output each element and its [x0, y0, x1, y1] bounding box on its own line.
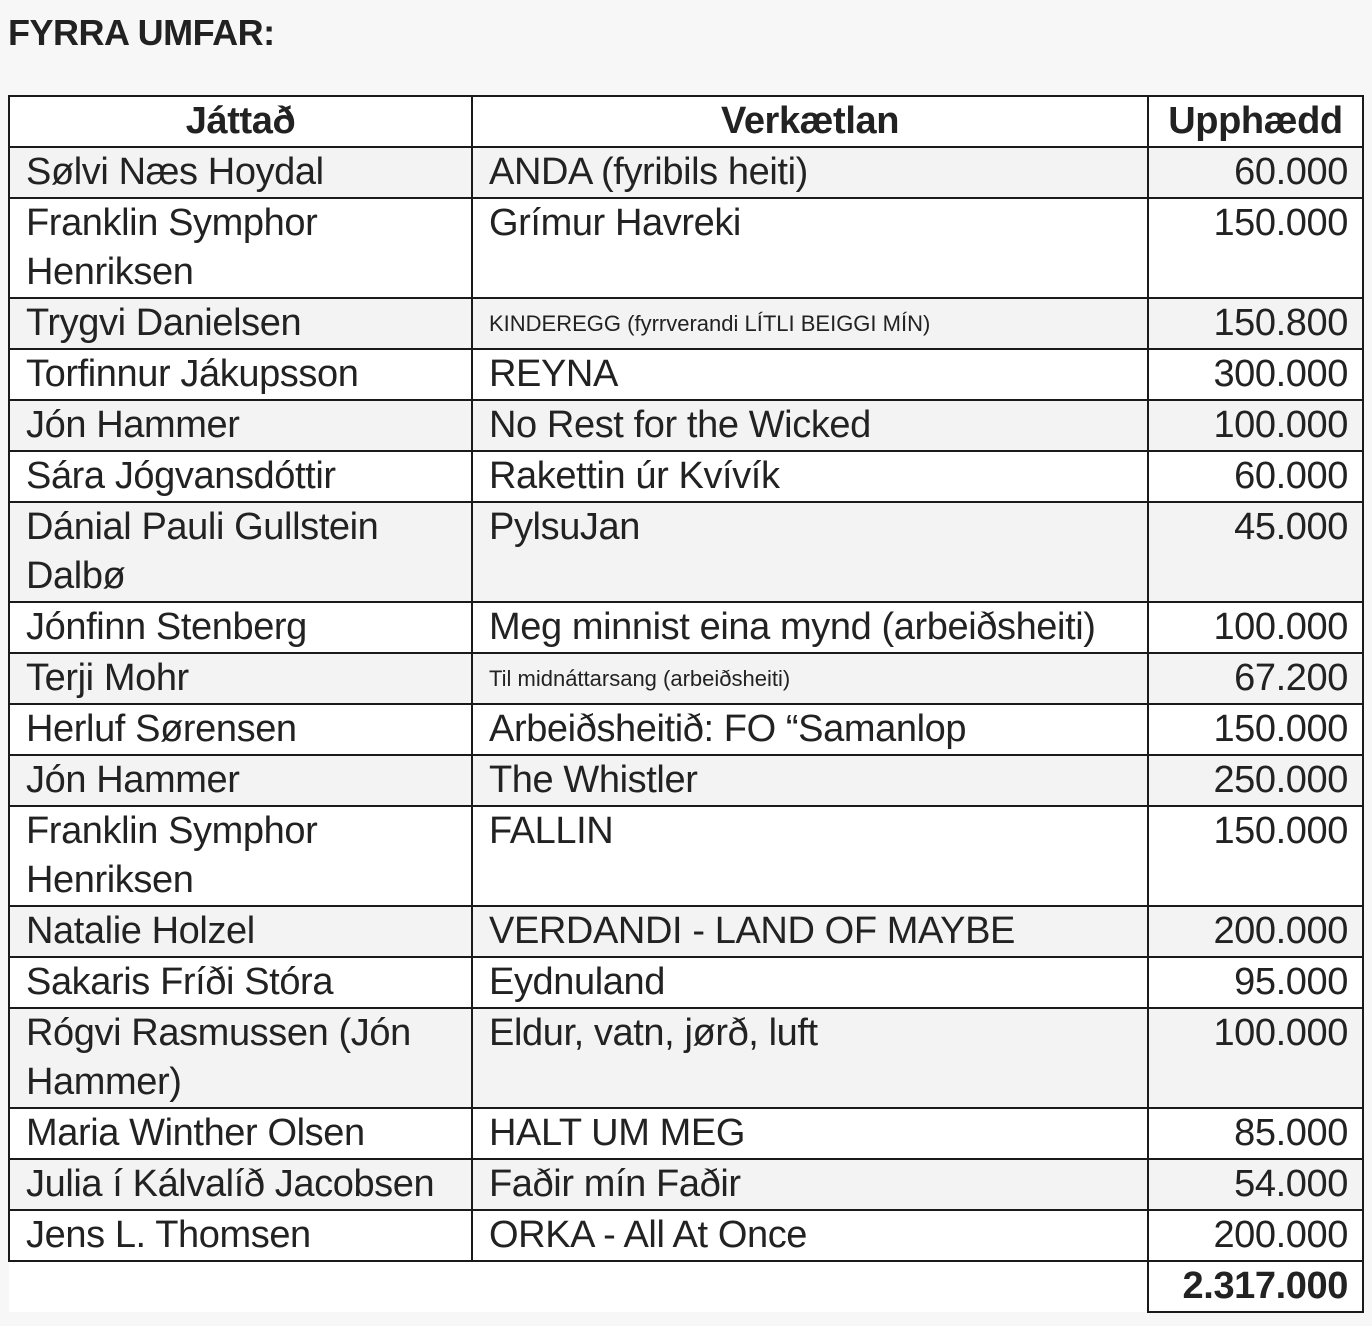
recipient-cell: Sakaris Fríði Stóra	[9, 957, 472, 1008]
recipient-cell: Jens L. Thomsen	[9, 1210, 472, 1261]
recipient-cell: Sølvi Næs Hoydal	[9, 147, 472, 198]
project-cell: Arbeiðsheitið: FO “Samanlop	[472, 704, 1148, 755]
empty-cell	[9, 1261, 472, 1312]
amount-cell: 150.000	[1148, 806, 1363, 906]
section-heading: FYRRA UMFAR:	[8, 12, 275, 53]
recipient-cell: Trygvi Danielsen	[9, 298, 472, 349]
table-header-row	[9, 96, 1363, 147]
column-header-amount: Upphædd	[1148, 96, 1363, 147]
table-row	[9, 1159, 1363, 1210]
total-amount: 2.317.000	[1148, 1261, 1363, 1312]
recipient-cell: Natalie Holzel	[9, 906, 472, 957]
amount-cell: 150.000	[1148, 198, 1363, 298]
recipient-cell: Dánial Pauli Gullstein Dalbø	[9, 502, 472, 602]
table-row	[9, 957, 1363, 1008]
recipient-cell: Herluf Sørensen	[9, 704, 472, 755]
recipient-cell: Julia í Kálvalíð Jacobsen	[9, 1159, 472, 1210]
project-cell: Til midnáttarsang (arbeiðsheiti)	[472, 653, 1148, 704]
project-cell: ANDA (fyribils heiti)	[472, 147, 1148, 198]
recipient-cell: Terji Mohr	[9, 653, 472, 704]
recipient-cell: Rógvi Rasmussen (Jón Hammer)	[9, 1008, 472, 1108]
column-header-project: Verkætlan	[472, 96, 1148, 147]
table-row	[9, 1108, 1363, 1159]
project-cell: Grímur Havreki	[472, 198, 1148, 298]
amount-cell: 300.000	[1148, 349, 1363, 400]
project-cell: ORKA - All At Once	[472, 1210, 1148, 1261]
recipient-cell: Jón Hammer	[9, 755, 472, 806]
table-row	[9, 349, 1363, 400]
column-header-recipient: Játtað	[9, 96, 472, 147]
table-row	[9, 602, 1363, 653]
table-row	[9, 198, 1363, 298]
amount-cell: 150.000	[1148, 704, 1363, 755]
amount-cell: 200.000	[1148, 1210, 1363, 1261]
project-cell: Meg minnist eina mynd (arbeiðsheiti)	[472, 602, 1148, 653]
amount-cell: 60.000	[1148, 451, 1363, 502]
amount-cell: 85.000	[1148, 1108, 1363, 1159]
recipient-cell: Sára Jógvansdóttir	[9, 451, 472, 502]
amount-cell: 200.000	[1148, 906, 1363, 957]
table-row	[9, 806, 1363, 906]
amount-cell: 100.000	[1148, 400, 1363, 451]
amount-cell: 150.800	[1148, 298, 1363, 349]
empty-cell	[472, 1261, 1148, 1312]
amount-cell: 54.000	[1148, 1159, 1363, 1210]
amount-cell: 67.200	[1148, 653, 1363, 704]
table-row	[9, 906, 1363, 957]
recipient-cell: Jón Hammer	[9, 400, 472, 451]
table-row	[9, 502, 1363, 602]
table-row	[9, 653, 1363, 704]
table-row	[9, 704, 1363, 755]
recipient-cell: Franklin Symphor Henriksen	[9, 806, 472, 906]
table-row	[9, 755, 1363, 806]
project-cell: KINDEREGG (fyrrverandi LÍTLI BEIGGI MÍN)	[472, 298, 1148, 349]
project-cell: VERDANDI - LAND OF MAYBE	[472, 906, 1148, 957]
project-cell: No Rest for the Wicked	[472, 400, 1148, 451]
table-row	[9, 298, 1363, 349]
amount-cell: 60.000	[1148, 147, 1363, 198]
table-row	[9, 400, 1363, 451]
project-cell: PylsuJan	[472, 502, 1148, 602]
table-row	[9, 1008, 1363, 1108]
recipient-cell: Maria Winther Olsen	[9, 1108, 472, 1159]
total-row	[9, 1261, 1363, 1312]
project-cell: Rakettin úr Kvívík	[472, 451, 1148, 502]
amount-cell: 100.000	[1148, 1008, 1363, 1108]
project-cell: REYNA	[472, 349, 1148, 400]
project-cell: The Whistler	[472, 755, 1148, 806]
project-cell: Eydnuland	[472, 957, 1148, 1008]
project-cell: HALT UM MEG	[472, 1108, 1148, 1159]
table-row	[9, 147, 1363, 198]
recipient-cell: Torfinnur Jákupsson	[9, 349, 472, 400]
project-cell: Faðir mín Faðir	[472, 1159, 1148, 1210]
amount-cell: 100.000	[1148, 602, 1363, 653]
table-row	[9, 1210, 1363, 1261]
project-cell: Eldur, vatn, jørð, luft	[472, 1008, 1148, 1108]
table-row	[9, 451, 1363, 502]
amount-cell: 45.000	[1148, 502, 1363, 602]
amount-cell: 250.000	[1148, 755, 1363, 806]
project-cell: FALLIN	[472, 806, 1148, 906]
recipient-cell: Jónfinn Stenberg	[9, 602, 472, 653]
amount-cell: 95.000	[1148, 957, 1363, 1008]
grants-table	[8, 95, 1364, 1313]
recipient-cell: Franklin Symphor Henriksen	[9, 198, 472, 298]
